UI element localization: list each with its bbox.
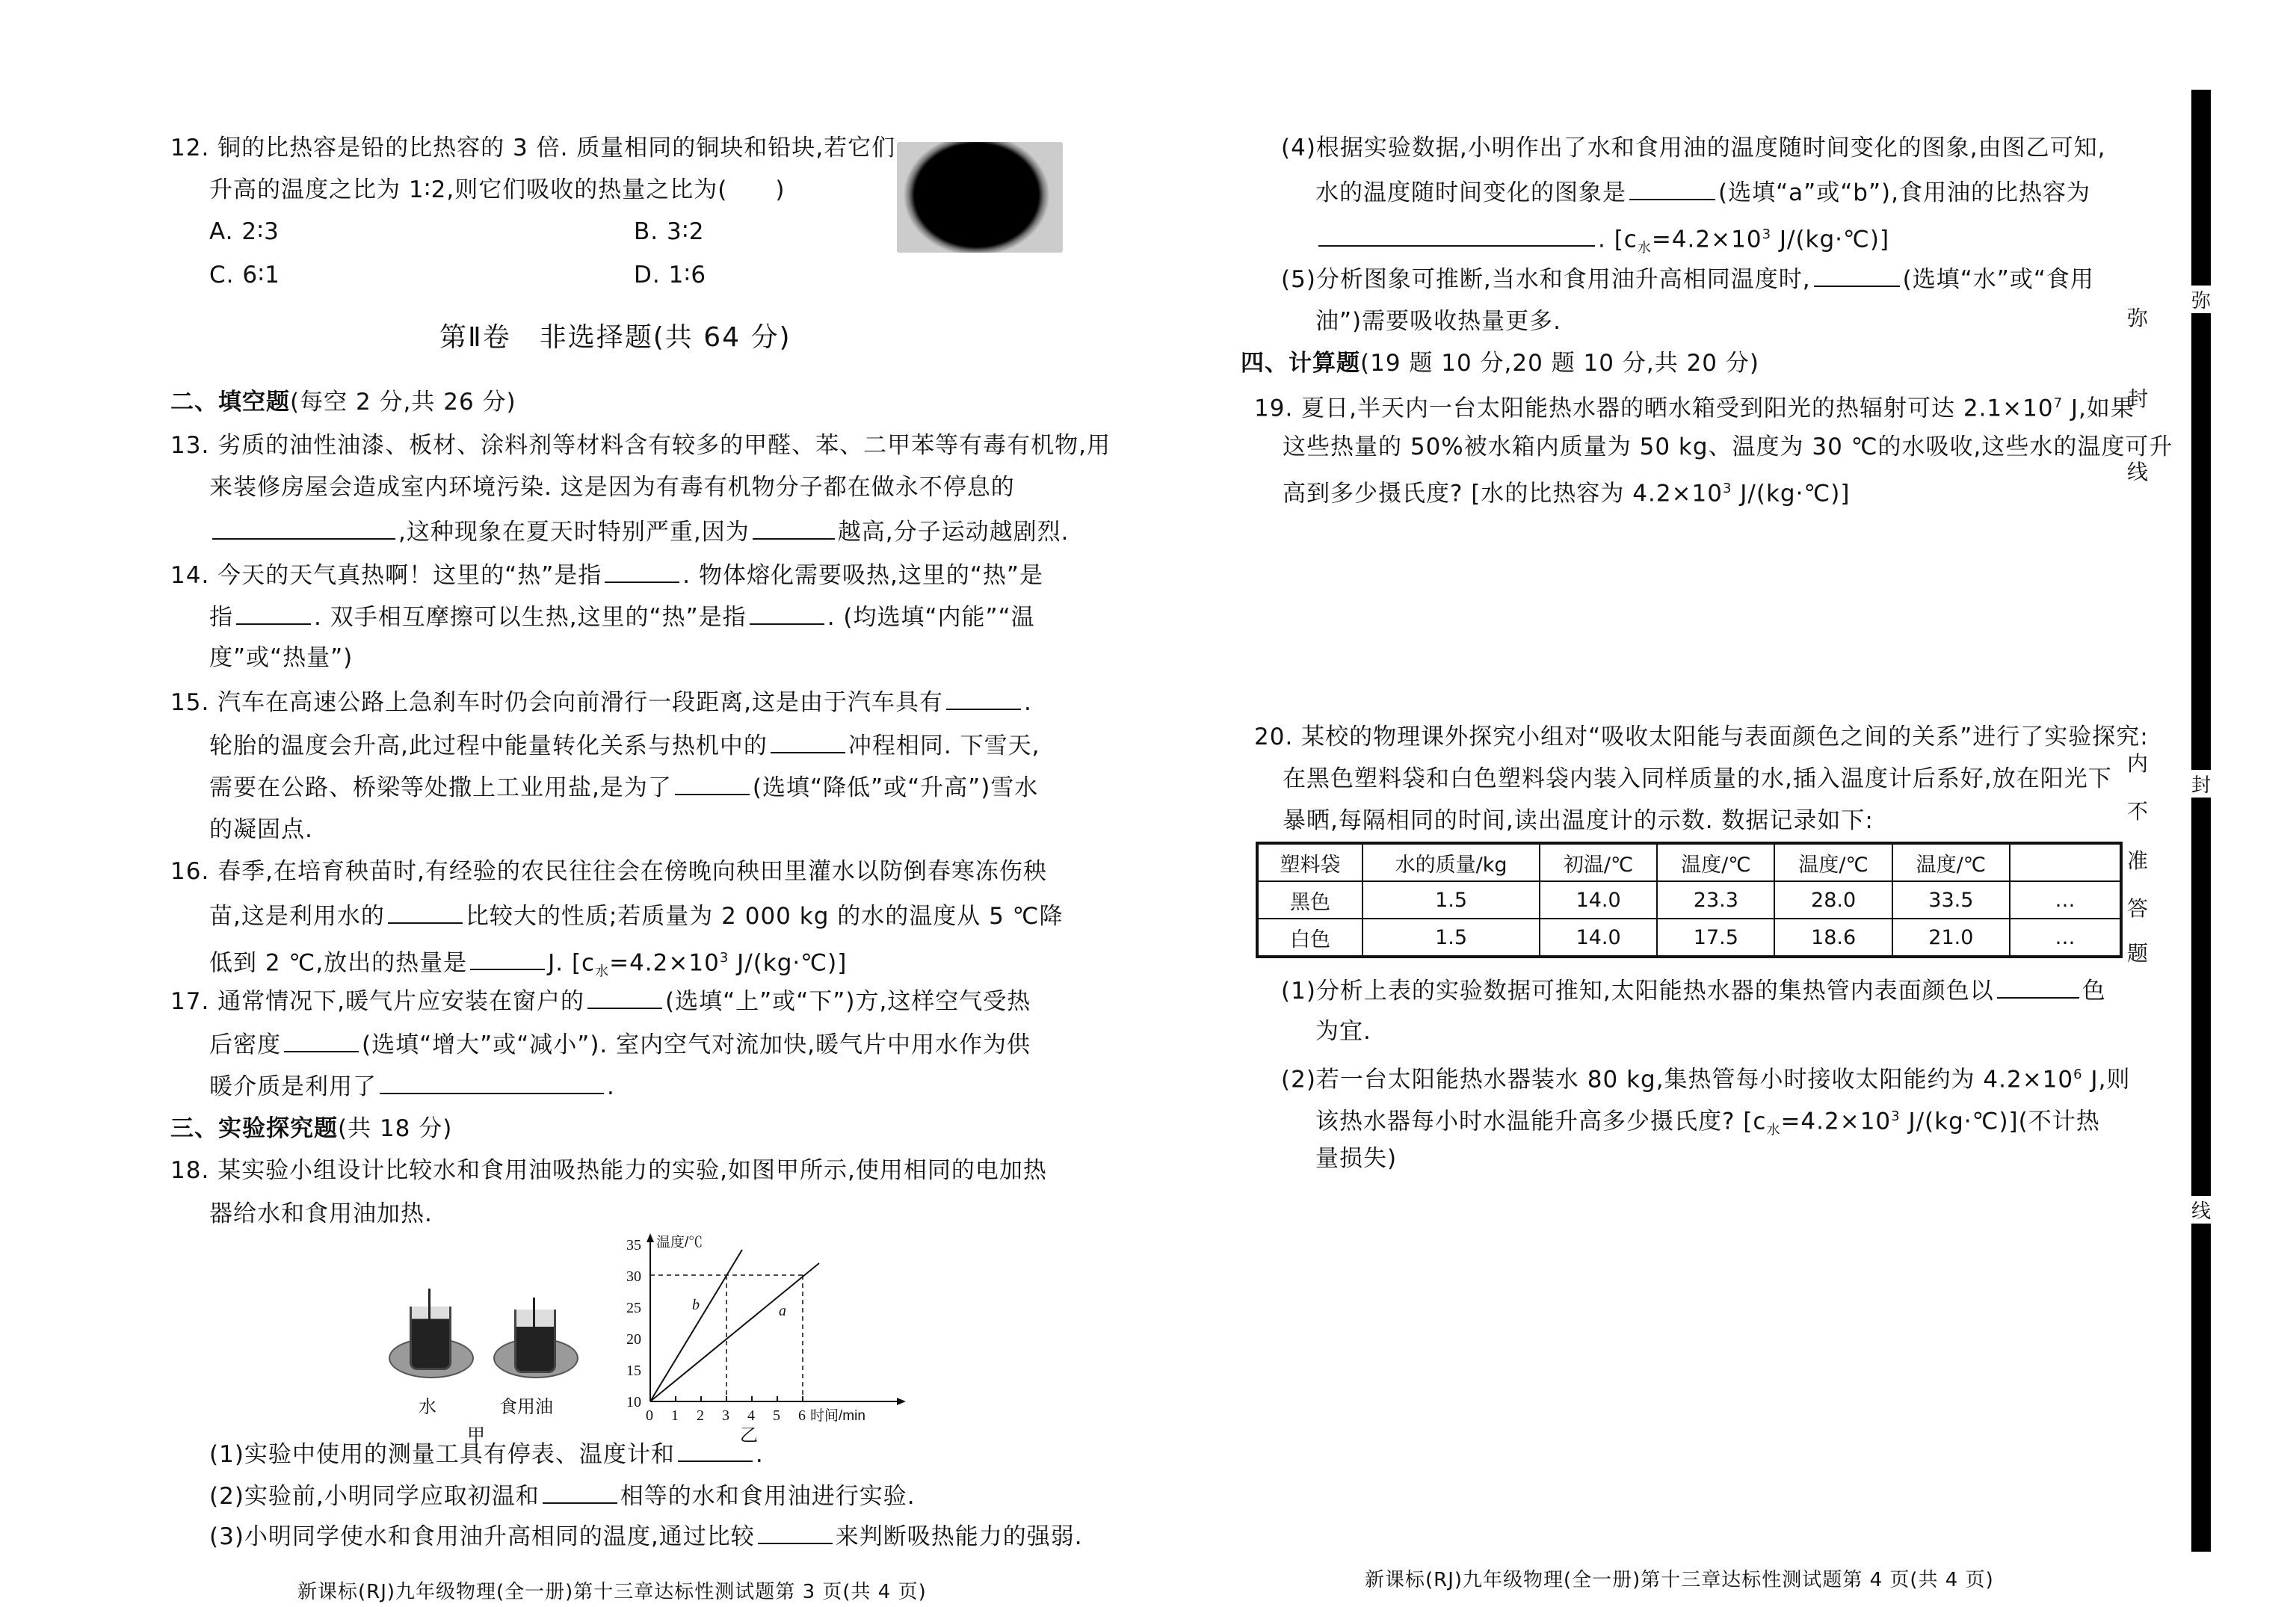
section3-heading: 三、实验探究题(共 18 分): [170, 1115, 453, 1142]
answer-blank[interactable]: [380, 1070, 604, 1094]
answer-blank[interactable]: [470, 946, 545, 970]
svg-text:时间/min: 时间/min: [810, 1408, 865, 1424]
answer-blank[interactable]: [236, 601, 311, 625]
section2-note: (每空 2 分,共 26 分): [290, 389, 516, 416]
q20-sub2-line3: 量损失): [1315, 1145, 1398, 1172]
answer-blank[interactable]: [543, 1480, 617, 1504]
svg-text:10: 10: [626, 1394, 641, 1410]
answer-blank[interactable]: [675, 771, 750, 795]
q20-sub2-line2: 该热水器每小时水温能升高多少摄氏度? [$c_水=4.2\times 10^3$ J/(kg·℃)](不计热: [1315, 1108, 2100, 1138]
answer-blank[interactable]: [1318, 223, 1595, 247]
answer-blank[interactable]: [771, 730, 845, 753]
q14-line1: 14. 今天的天气真热啊！这里的“热”是指 . 物体熔化需要吸热,这里的“热”是: [170, 559, 1043, 590]
q13-line2: 来装修房屋会造成室内环境污染. 这是因为有毒有机物分子都在做永不停息的: [209, 474, 1015, 501]
q18-sub1: (1)实验中使用的测量工具有停表、温度计和 .: [170, 1438, 764, 1469]
figure-jia-caption: 甲: [467, 1425, 485, 1446]
answer-blank[interactable]: [605, 559, 679, 583]
svg-text:2: 2: [697, 1407, 704, 1424]
q13-line3: ,这种现象在夏天时特别严重,因为 越高,分子运动越剧烈.: [170, 516, 1069, 547]
q18-sub2: (2)实验前,小明同学应取初温和 相等的水和食用油进行实验.: [170, 1480, 916, 1511]
label-oil: 食用油: [499, 1396, 553, 1417]
q13-line1: 13. 劣质的油性油漆、板材、涂料剂等材料含有较多的甲醛、苯、二甲苯等有毒有机物,用: [170, 432, 1111, 459]
q12-line2: 升高的温度之比为 1∶2,则它们吸收的热量之比为( ): [209, 176, 786, 203]
seal-bar-char: 线: [2188, 1196, 2214, 1224]
seal-margin-char: 内: [2127, 751, 2149, 776]
svg-text:15: 15: [626, 1363, 641, 1379]
seal-margin-char: 弥: [2127, 306, 2149, 330]
q15-line4: 的凝固点.: [209, 816, 313, 843]
q20-line2: 在黑色塑料袋和白色塑料袋内装入同样质量的水,插入温度计后系好,放在阳光下: [1283, 765, 2112, 792]
beaker-water-icon: [410, 1307, 451, 1370]
table-row: 黑色 1.5 14.0 23.3 28.0 33.5 …: [1257, 881, 2121, 919]
temperature-time-chart: [620, 1233, 919, 1428]
section2-heading: [170, 387, 516, 417]
q16-line2: 苗,这是利用水的 比较大的性质;若质量为 2 000 kg 的水的温度从 5 ℃降: [170, 900, 1064, 931]
svg-text:3: 3: [722, 1407, 729, 1424]
svg-text:0: 0: [646, 1407, 653, 1424]
q18-sub3: (3)小明同学使水和食用油升高相同的温度,通过比较 来判断吸热能力的强弱.: [170, 1520, 1083, 1552]
answer-blank[interactable]: [758, 1520, 833, 1544]
answer-blank[interactable]: [388, 900, 463, 924]
q15-line3: 需要在公路、桥梁等处撒上工业用盐,是为了 (选填“降低”或“升高”)雪水: [170, 771, 1038, 803]
q18-sub4-line2: 水的温度随时间变化的图象是 (选填“a”或“b”),食用油的比热容为: [1315, 176, 2090, 208]
q18-line1: 18. 某实验小组设计比较水和食用油吸热能力的实验,如图甲所示,使用相同的电加热: [170, 1157, 1047, 1184]
q14-line3: 度”或“热量”): [209, 644, 354, 671]
figure-yi-chart: [620, 1233, 919, 1446]
table-header-row: 塑料袋 水的质量/kg 初温/℃ 温度/℃ 温度/℃ 温度/℃: [1257, 843, 2121, 881]
page-footer-left: 新课标(RJ)九年级物理(全一册)第十三章达标性测试题第 3 页(共 4 页): [297, 1581, 927, 1603]
svg-text:30: 30: [626, 1268, 641, 1285]
svg-text:4: 4: [747, 1407, 755, 1424]
answer-blank[interactable]: [1997, 975, 2079, 999]
q16-line3: 低到 2 ℃,放出的热量是 J. [$c_水=4.2\times 10^3$ J/(kg·℃)]: [170, 943, 847, 987]
table-row: 白色 1.5 14.0 17.5 18.6 21.0 …: [1257, 919, 2121, 957]
svg-text:20: 20: [626, 1331, 641, 1348]
beaker-oil-icon: [514, 1310, 556, 1373]
svg-text:1: 1: [671, 1407, 679, 1424]
q20-line3: 暴晒,每隔相同的时间,读出温度计的示数. 数据记录如下:: [1283, 807, 1874, 834]
seal-margin-char: 准: [2127, 848, 2149, 873]
page-footer-right: 新课标(RJ)九年级物理(全一册)第十三章达标性测试题第 4 页(共 4 页): [1365, 1569, 1994, 1591]
section4-heading: 四、计算题(19 题 10 分,20 题 10 分,共 20 分): [1241, 350, 1759, 377]
svg-text:6: 6: [798, 1407, 806, 1424]
seal-margin-char: 题: [2127, 941, 2149, 966]
figure-jia: [381, 1263, 605, 1446]
q17-line2: 后密度 (选填“增大”或“减小”). 室内空气对流加快,暖气片中用水作为供: [170, 1028, 1031, 1060]
answer-blank[interactable]: [212, 516, 395, 540]
q17-line1: 17. 通常情况下,暖气片应安装在窗户的 (选填“上”或“下”)方,这样空气受热: [170, 985, 1031, 1017]
figure-yi-caption: 乙: [740, 1425, 758, 1446]
answer-blank[interactable]: [284, 1028, 359, 1052]
q17-line3: 暖介质是利用了 .: [170, 1070, 615, 1102]
seal-margin-char: 不: [2127, 799, 2149, 824]
thermometer-icon: [533, 1298, 535, 1357]
q15-line2: 轮胎的温度会升高,此过程中能量转化关系与热机中的 冲程相同. 下雪天,: [170, 730, 1040, 761]
q20-data-table: [1256, 842, 2123, 958]
thermometer-icon: [428, 1289, 430, 1356]
q19-line1: 19. 夏日,半天内一台太阳能热水器的晒水箱受到阳光的热辐射可达 $2.1\times 10^7$ J,如果: [1254, 395, 2135, 422]
section2-head: 二、填空题: [170, 389, 290, 416]
q20-line1: 20. 某校的物理课外探究小组对“吸收太阳能与表面颜色之间的关系”进行了实验探究:: [1254, 724, 2149, 750]
svg-text:温度/℃: 温度/℃: [656, 1235, 703, 1250]
svg-text:25: 25: [626, 1300, 641, 1316]
label-water: 水: [419, 1396, 436, 1417]
seal-margin-char: 封: [2127, 386, 2149, 411]
seal-bar-char: 封: [2188, 770, 2214, 798]
svg-text:35: 35: [626, 1237, 641, 1253]
q19-line2: 这些热量的 50%被水箱内质量为 50 kg、温度为 30 ℃的水吸收,这些水的温度可升: [1283, 434, 2173, 460]
q12-option-a: A. 2∶3: [209, 218, 280, 245]
answer-blank[interactable]: [753, 516, 835, 540]
q20-sub1-line1: (1)分析上表的实验数据可推知,太阳能热水器的集热管内表面颜色以 色: [1281, 975, 2106, 1006]
seal-bar-char: 弥: [2188, 286, 2214, 313]
q14-line2: 指 . 双手相互摩擦可以生热,这里的“热”是指 . (均选填“内能”“温: [170, 601, 1035, 632]
q18-line2: 器给水和食用油加热.: [209, 1200, 433, 1227]
q19-line3: 高到多少摄氏度? [水的比热容为 $4.2\times 10^3$ J/(kg·℃)]: [1283, 480, 1851, 508]
q20-sub2-line1: (2)若一台太阳能热水器装水 80 kg,集热管每小时接收太阳能约为 $4.2\times 10^6$ J,则: [1281, 1066, 2131, 1094]
q12-photo: [897, 142, 1063, 253]
q12-option-b: B. 3∶2: [634, 218, 705, 245]
answer-blank[interactable]: [587, 985, 662, 1009]
answer-blank[interactable]: [1814, 263, 1900, 287]
svg-text:5: 5: [773, 1407, 780, 1424]
q18-sub5-line2: 油”)需要吸收热量更多.: [1315, 308, 1562, 335]
answer-blank[interactable]: [750, 601, 824, 625]
volume-title: 第Ⅱ卷 非选择题(共 64 分): [439, 322, 791, 353]
q16-line1: 16. 春季,在培育秧苗时,有经验的农民往往会在傍晚向秧田里灌水以防倒春寒冻伤秧: [170, 858, 1047, 885]
answer-blank[interactable]: [1629, 176, 1715, 200]
seal-margin-char: 答: [2127, 896, 2149, 921]
q12-line1: 12. 铜的比热容是铅的比热容的 3 倍. 质量相同的铜块和铅块,若它们: [170, 135, 896, 161]
svg-text:b: b: [692, 1297, 700, 1313]
q18-sub5-line1: (5)分析图象可推断,当水和食用油升高相同温度时, (选填“水”或“食用: [1281, 263, 2094, 294]
q12-option-d: D. 1∶6: [634, 262, 707, 289]
q20-sub1-line2: 为宜.: [1315, 1018, 1371, 1045]
answer-blank[interactable]: [946, 686, 1021, 710]
q12-option-c: C. 6∶1: [209, 262, 280, 289]
svg-text:a: a: [779, 1303, 786, 1319]
q18-sub4-line1: (4)根据实验数据,小明作出了水和食用油的温度随时间变化的图象,由图乙可知,: [1281, 135, 2106, 161]
q18-sub4-line3: . [$c_水=4.2\times 10^3$ J/(kg·℃)]: [1315, 220, 1889, 264]
seal-margin-char: 线: [2127, 460, 2149, 484]
q15-line1: 15. 汽车在高速公路上急刹车时仍会向前滑行一段距离,这是由于汽车具有 .: [170, 686, 1032, 718]
